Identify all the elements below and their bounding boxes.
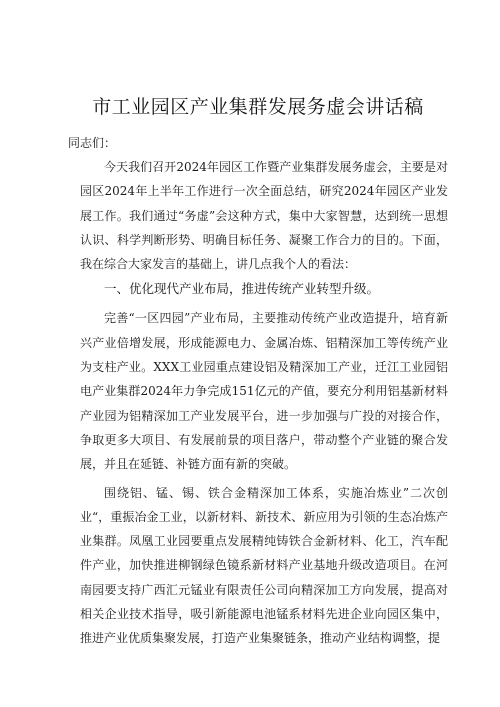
body-paragraph: 完善“一区四园”产业布局，主要推动传统产业改造提升，培育新兴产业倍增发展，形成能源电力、金属冶炼、铝精深加工等传统产业为支柱产业。XXX工业园重点建设铝及精深加工产业，迁江工业园铝电产业集群2024年力争完成151亿元的产值，要充分利用铝基新材料产业园为铝精深加工产业发展平台，进一步加强与广投的对接合作，争取更多大项目、有发展前景的项目落户，带动整个产业链的聚合发展，并且在延链、补链方面有新的突破。 [80,311,448,472]
intro-paragraph: 今天我们召开2024年园区工作暨产业集群发展务虚会，主要是对园区2024年上半年工作进行一次全面总结，研究2024年园区产业发展工作。我们通过“务虚”会这种方式，集中大家智慧，达到统一思想认识、科学判断形势、明确目标任务、凝聚工作合力的目的。下面，我在综合大家发言的基础上，讲几点我个人的看法： [80,160,448,272]
salutation: 同志们： [68,136,117,150]
section-heading: 一、优化现代产业布局，推进传统产业转型升级。 [104,281,380,297]
body-paragraph: 围绕铝、锰、锡、铁合金精深加工体系，实施冶炼业”二次创业“，重振冶金工业，以新材料、新技术、新应用为引领的生态冶炼产业集群。凤凰工业园要重点发展精纯铸铁合金新材料、化工，汽车配件产业，加快推进柳钢绿色镜系新材料产业基地升级改造项目。在河南园要支持广西汇元锰业有限责任公司向精深加工方向发展，提高对相关企业技术指导，吸引新能源电池锰系材料先进企业向园区集中，推进产业优质集聚发展，打造产业集聚链条，推动产业结构调整，提 [80,485,448,646]
document-title: 市工业园区产业集群发展务虚会讲话稿 [92,96,424,118]
